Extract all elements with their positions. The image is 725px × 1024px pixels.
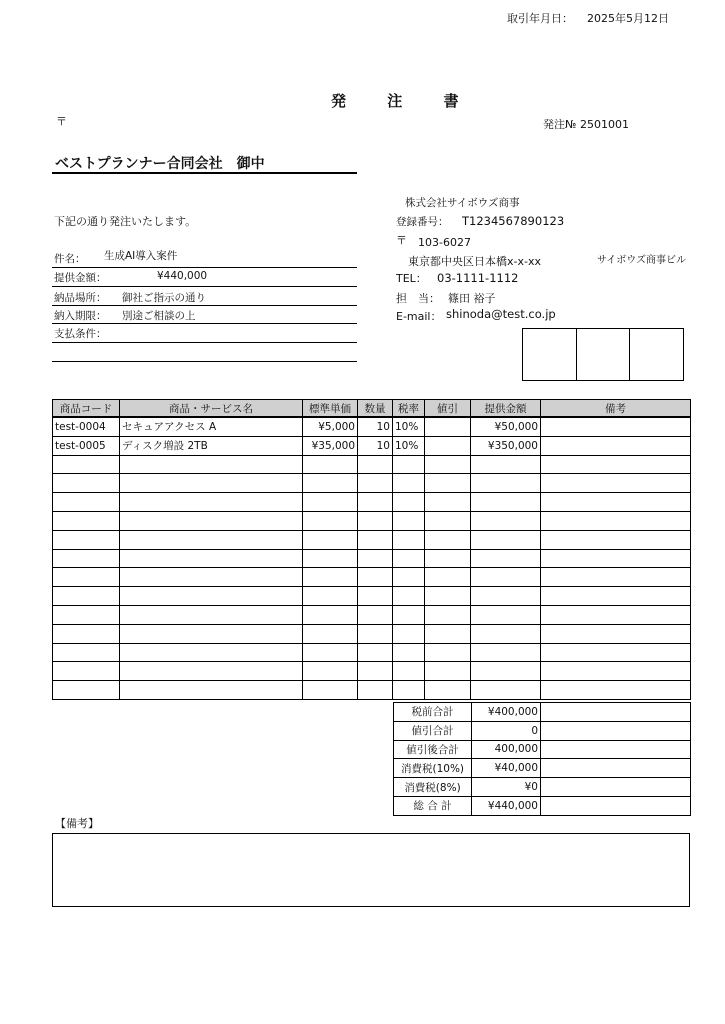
col-header-qty: 数量 <box>358 400 393 418</box>
cell-tax-rate <box>393 455 425 474</box>
cell-code <box>53 624 120 643</box>
cell-unit-price <box>303 549 358 568</box>
cell-notes <box>541 436 691 455</box>
cell-tax-rate: 10% <box>393 436 425 455</box>
detail-label: 支払条件： <box>54 328 107 340</box>
cell-amount <box>471 624 541 643</box>
date-label: 取引年月日： <box>507 12 573 25</box>
cell-notes <box>541 662 691 681</box>
cell-tax-rate <box>393 568 425 587</box>
person-value: 篠田 裕子 <box>448 292 496 305</box>
cell-name <box>120 511 303 530</box>
cell-unit-price <box>303 493 358 512</box>
table-row <box>53 681 691 700</box>
cell-notes <box>541 549 691 568</box>
table-row <box>53 455 691 474</box>
detail-deadline: 別途ご相談の上 <box>122 310 196 322</box>
totals-value: ¥440,000 <box>472 796 541 815</box>
cell-name <box>120 493 303 512</box>
col-header-tax-rate: 税率 <box>393 400 425 418</box>
cell-code <box>53 605 120 624</box>
page-title: 発 注 書 <box>331 92 477 110</box>
cell-code <box>53 587 120 606</box>
cell-qty <box>358 530 393 549</box>
items-table <box>52 399 691 700</box>
cell-amount <box>471 662 541 681</box>
cell-unit-price <box>303 643 358 662</box>
cell-qty <box>358 455 393 474</box>
totals-value: 400,000 <box>472 740 541 759</box>
reg-label: 登録番号： <box>396 216 449 228</box>
totals-blank <box>541 759 691 778</box>
detail-label: 件名： <box>54 253 86 265</box>
cell-code <box>53 549 120 568</box>
cell-unit-price <box>303 568 358 587</box>
cell-qty <box>358 624 393 643</box>
issuer-building: サイボウズ商事ビル <box>597 255 686 266</box>
cell-discount <box>425 493 471 512</box>
cell-qty <box>358 568 393 587</box>
cell-discount <box>425 605 471 624</box>
date-value: 2025年5月12日 <box>587 12 669 25</box>
totals-blank <box>541 796 691 815</box>
totals-blank <box>541 703 691 722</box>
detail-delivery-place: 御社ご指示の通り <box>122 292 206 304</box>
totals-row <box>394 778 691 797</box>
table-row <box>53 493 691 512</box>
cell-amount <box>471 587 541 606</box>
totals-label: 消費税(8%) <box>394 778 472 797</box>
cell-notes <box>541 455 691 474</box>
totals-blank <box>541 721 691 740</box>
issuer-postal-code: 103-6027 <box>418 236 471 249</box>
table-header-row <box>53 400 691 418</box>
cell-tax-rate <box>393 474 425 493</box>
cell-unit-price <box>303 474 358 493</box>
cell-qty: 10 <box>358 417 393 436</box>
remarks-label: 【備考】 <box>55 817 99 830</box>
table-row <box>53 511 691 530</box>
cell-notes <box>541 643 691 662</box>
reg-number: T1234567890123 <box>462 214 565 228</box>
cell-name: ディスク増設 2TB <box>120 436 303 455</box>
recipient-name: ベストプランナー合同会社 御中 <box>55 156 265 172</box>
cell-code <box>53 568 120 587</box>
table-row <box>53 436 691 455</box>
cell-notes <box>541 493 691 512</box>
cell-amount <box>471 643 541 662</box>
cell-tax-rate <box>393 530 425 549</box>
cell-unit-price <box>303 530 358 549</box>
table-row <box>53 587 691 606</box>
cell-discount <box>425 643 471 662</box>
cell-tax-rate: 10% <box>393 417 425 436</box>
cell-code: test-0005 <box>53 436 120 455</box>
totals-label: 値引合計 <box>394 721 472 740</box>
cell-qty <box>358 681 393 700</box>
person-label: 担 当： <box>396 292 440 305</box>
detail-label: 納品場所： <box>54 292 107 304</box>
cell-discount <box>425 455 471 474</box>
cell-amount <box>471 455 541 474</box>
cell-name <box>120 624 303 643</box>
cell-name <box>120 568 303 587</box>
cell-amount: ¥50,000 <box>471 417 541 436</box>
issuer-postal-mark: 〒 <box>396 234 407 247</box>
cell-discount <box>425 474 471 493</box>
cell-tax-rate <box>393 624 425 643</box>
cell-unit-price <box>303 624 358 643</box>
cell-unit-price <box>303 587 358 606</box>
cell-discount <box>425 624 471 643</box>
col-header-name: 商品・サービス名 <box>120 400 303 418</box>
cell-code <box>53 474 120 493</box>
cell-qty <box>358 493 393 512</box>
cell-qty <box>358 474 393 493</box>
totals-row <box>394 759 691 778</box>
cell-name <box>120 681 303 700</box>
cell-unit-price <box>303 511 358 530</box>
email-value: shinoda@test.co.jp <box>446 307 556 321</box>
detail-label: 提供金額： <box>54 272 107 284</box>
cell-notes <box>541 474 691 493</box>
col-header-discount: 値引 <box>425 400 471 418</box>
tel-value: 03-1111-1112 <box>437 271 519 285</box>
totals-row <box>394 721 691 740</box>
order-no-value: 2501001 <box>579 118 629 131</box>
cell-name <box>120 474 303 493</box>
cell-tax-rate <box>393 549 425 568</box>
cell-name <box>120 549 303 568</box>
cell-code <box>53 643 120 662</box>
cell-code <box>53 455 120 474</box>
detail-label: 納入期限： <box>54 310 107 322</box>
cell-tax-rate <box>393 511 425 530</box>
cell-notes <box>541 681 691 700</box>
cell-qty <box>358 511 393 530</box>
cell-name <box>120 587 303 606</box>
cell-code <box>53 511 120 530</box>
cell-name <box>120 605 303 624</box>
cell-name <box>120 530 303 549</box>
cell-unit-price <box>303 605 358 624</box>
issuer-address: 東京都中央区日本橋x-x-xx <box>408 255 541 268</box>
cell-discount <box>425 568 471 587</box>
cell-tax-rate <box>393 605 425 624</box>
cell-amount <box>471 605 541 624</box>
cell-notes <box>541 587 691 606</box>
cell-unit-price <box>303 662 358 681</box>
cell-name <box>120 643 303 662</box>
table-row <box>53 662 691 681</box>
totals-row <box>394 740 691 759</box>
totals-value: ¥0 <box>472 778 541 797</box>
cell-discount <box>425 417 471 436</box>
stamp-box <box>629 328 684 381</box>
cell-qty <box>358 662 393 681</box>
cell-name <box>120 662 303 681</box>
tel-label: TEL： <box>396 272 427 285</box>
cell-qty <box>358 587 393 606</box>
totals-value: ¥40,000 <box>472 759 541 778</box>
cell-tax-rate <box>393 643 425 662</box>
totals-row <box>394 703 691 722</box>
cell-notes <box>541 568 691 587</box>
cell-name: セキュアアクセス A <box>120 417 303 436</box>
stamp-box <box>576 328 630 381</box>
totals-blank <box>541 740 691 759</box>
cell-discount <box>425 681 471 700</box>
cell-notes <box>541 417 691 436</box>
cell-code <box>53 681 120 700</box>
cell-discount <box>425 511 471 530</box>
totals-label: 税前合計 <box>394 703 472 722</box>
cell-unit-price: ¥35,000 <box>303 436 358 455</box>
cell-discount <box>425 662 471 681</box>
table-row <box>53 474 691 493</box>
cell-amount <box>471 549 541 568</box>
cell-qty <box>358 605 393 624</box>
cell-name <box>120 455 303 474</box>
cell-qty: 10 <box>358 436 393 455</box>
cell-code: test-0004 <box>53 417 120 436</box>
cell-discount <box>425 530 471 549</box>
cell-code <box>53 662 120 681</box>
cell-notes <box>541 624 691 643</box>
email-label: E-mail： <box>396 310 442 323</box>
cell-discount <box>425 549 471 568</box>
cell-notes <box>541 511 691 530</box>
cell-notes <box>541 530 691 549</box>
totals-value: ¥400,000 <box>472 703 541 722</box>
table-row <box>53 530 691 549</box>
remarks-box <box>52 833 690 907</box>
totals-label: 消費税(10%) <box>394 759 472 778</box>
recipient-postal-mark: 〒 <box>56 115 67 128</box>
cell-qty <box>358 643 393 662</box>
cell-qty <box>358 549 393 568</box>
cell-amount <box>471 493 541 512</box>
cell-discount <box>425 587 471 606</box>
table-row <box>53 624 691 643</box>
cell-amount <box>471 474 541 493</box>
cell-amount <box>471 681 541 700</box>
cell-unit-price <box>303 455 358 474</box>
table-row <box>53 605 691 624</box>
cell-unit-price: ¥5,000 <box>303 417 358 436</box>
detail-subject: 生成AI導入案件 <box>104 250 178 262</box>
cell-amount <box>471 530 541 549</box>
totals-blank <box>541 778 691 797</box>
intro-text: 下記の通り発注いたします。 <box>54 215 197 228</box>
col-header-notes: 備考 <box>541 400 691 418</box>
order-no-label: 発注№ <box>543 118 577 131</box>
table-row <box>53 417 691 436</box>
totals-table <box>393 702 691 816</box>
cell-tax-rate <box>393 493 425 512</box>
totals-value: 0 <box>472 721 541 740</box>
remarks-text <box>53 834 689 842</box>
col-header-amount: 提供金額 <box>471 400 541 418</box>
detail-amount: ¥440,000 <box>157 270 208 282</box>
cell-discount <box>425 436 471 455</box>
cell-tax-rate <box>393 662 425 681</box>
totals-label: 値引後合計 <box>394 740 472 759</box>
table-row <box>53 568 691 587</box>
order-number <box>543 116 629 132</box>
cell-code <box>53 493 120 512</box>
cell-amount <box>471 511 541 530</box>
table-row <box>53 643 691 662</box>
cell-unit-price <box>303 681 358 700</box>
cell-amount: ¥350,000 <box>471 436 541 455</box>
recipient-underline <box>52 172 357 174</box>
stamp-box <box>522 328 577 381</box>
issuer-company: 株式会社サイボウズ商事 <box>405 197 520 209</box>
col-header-code: 商品コード <box>53 400 120 418</box>
cell-notes <box>541 605 691 624</box>
table-row <box>53 549 691 568</box>
totals-row <box>394 796 691 815</box>
cell-amount <box>471 568 541 587</box>
totals-label: 総 合 計 <box>394 796 472 815</box>
cell-tax-rate <box>393 681 425 700</box>
cell-code <box>53 530 120 549</box>
cell-tax-rate <box>393 587 425 606</box>
col-header-unit-price: 標準単価 <box>303 400 358 418</box>
